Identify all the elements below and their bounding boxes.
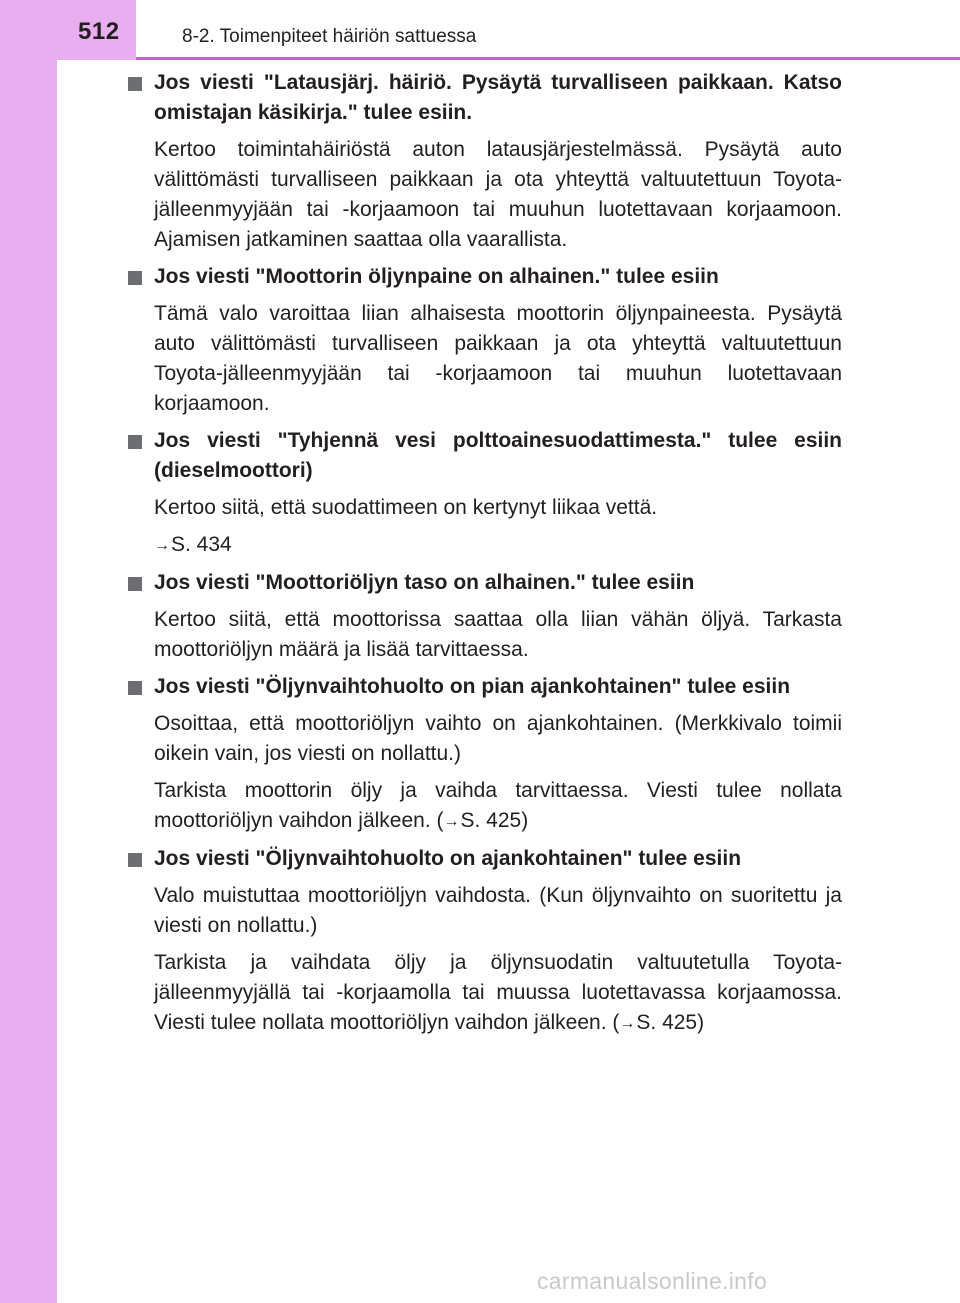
list-item <box>128 262 842 419</box>
page-reference-label: S. 434 <box>171 533 232 556</box>
square-bullet-icon <box>128 853 142 867</box>
item-paragraph: Osoittaa, että moottoriöljyn vaihto on ajankohtainen. (Merkkivalo toimii oikein vain, jos viesti on nollattu.) <box>154 712 842 765</box>
item-heading: Jos viesti "Moottorin öljynpaine on alhainen." tulee esiin <box>128 262 842 292</box>
page-number: 512 <box>78 18 120 45</box>
watermark: carmanualsonline.info <box>537 1268 768 1294</box>
item-paragraph: Tarkista moottorin öljy ja vaihda tarvittaessa. Viesti tulee nollata moottoriöljyn vaihdon jälkeen. (→S. 425) <box>154 779 842 832</box>
list-item <box>128 568 842 665</box>
list-item <box>128 672 842 837</box>
page-reference[interactable]: S. 425) <box>460 809 529 832</box>
section-title: 8-2. Toimenpiteet häiriön sattuessa <box>182 26 477 47</box>
square-bullet-icon <box>128 577 142 591</box>
item-paragraph: Tarkista ja vaihdata öljy ja öljynsuodatin valtuutetulla Toyota-jälleenmyyjällä tai -korjaamolla tai muussa luotettavassa korjaamossa. Viesti tulee nollata moottoriöljyn vaihdon jälkeen. (→S. 425) <box>154 951 842 1034</box>
arrow-right-icon: → <box>619 1015 636 1032</box>
list-item <box>128 844 842 1039</box>
header-rule <box>136 57 960 60</box>
item-paragraph: Kertoo toimintahäiriöstä auton latausjärjestelmässä. Pysäytä auto välittömästi turvalliseen paikkaan ja ota yhteyttä valtuutettuun Toyota-jälleenmyyjään tai -korjaamoon tai muuhun luotettavaan korjaamoon. Ajamisen jatkaminen saattaa olla vaarallista. <box>154 138 842 251</box>
side-color-strip <box>0 0 57 1303</box>
item-paragraph: Kertoo siitä, että suodattimeen on kertynyt liikaa vettä. <box>154 496 658 519</box>
square-bullet-icon <box>128 681 142 695</box>
item-heading: Jos viesti "Öljynvaihtohuolto on ajankohtainen" tulee esiin <box>128 844 842 874</box>
list-item <box>128 68 842 255</box>
item-heading: Jos viesti "Moottoriöljyn taso on alhainen." tulee esiin <box>128 568 842 598</box>
item-heading: Jos viesti "Latausjärj. häiriö. Pysäytä turvalliseen paikkaan. Katso omistajan käsikirja." tulee esiin. <box>128 68 842 128</box>
item-paragraph: Tämä valo varoittaa liian alhaisesta moottorin öljynpaineesta. Pysäytä auto välittömästi turvalliseen paikkaan ja ota yhteyttä valtuutettuun Toyota-jälleenmyyjään tai -korjaamoon tai muuhun luotettavaan korjaamoon. <box>154 302 842 415</box>
page-reference[interactable]: S. 425) <box>636 1011 705 1034</box>
square-bullet-icon <box>128 77 142 91</box>
arrow-right-icon: → <box>443 813 460 830</box>
page-reference[interactable] <box>154 530 842 561</box>
item-paragraph: Kertoo siitä, että moottorissa saattaa olla liian vähän öljyä. Tarkasta moottoriöljyn määrä ja lisää tarvittaessa. <box>154 608 842 661</box>
item-heading: Jos viesti "Öljynvaihtohuolto on pian ajankohtainen" tulee esiin <box>128 672 842 702</box>
list-item <box>128 426 842 561</box>
page-content <box>128 68 842 1046</box>
arrow-right-icon: → <box>154 537 170 554</box>
item-paragraph: Valo muistuttaa moottoriöljyn vaihdosta. (Kun öljynvaihto on suoritettu ja viesti on nollattu.) <box>154 884 842 937</box>
square-bullet-icon <box>128 435 142 449</box>
item-heading: Jos viesti "Tyhjennä vesi polttoainesuodattimesta." tulee esiin (dieselmoottori) <box>128 426 842 486</box>
square-bullet-icon <box>128 271 142 285</box>
